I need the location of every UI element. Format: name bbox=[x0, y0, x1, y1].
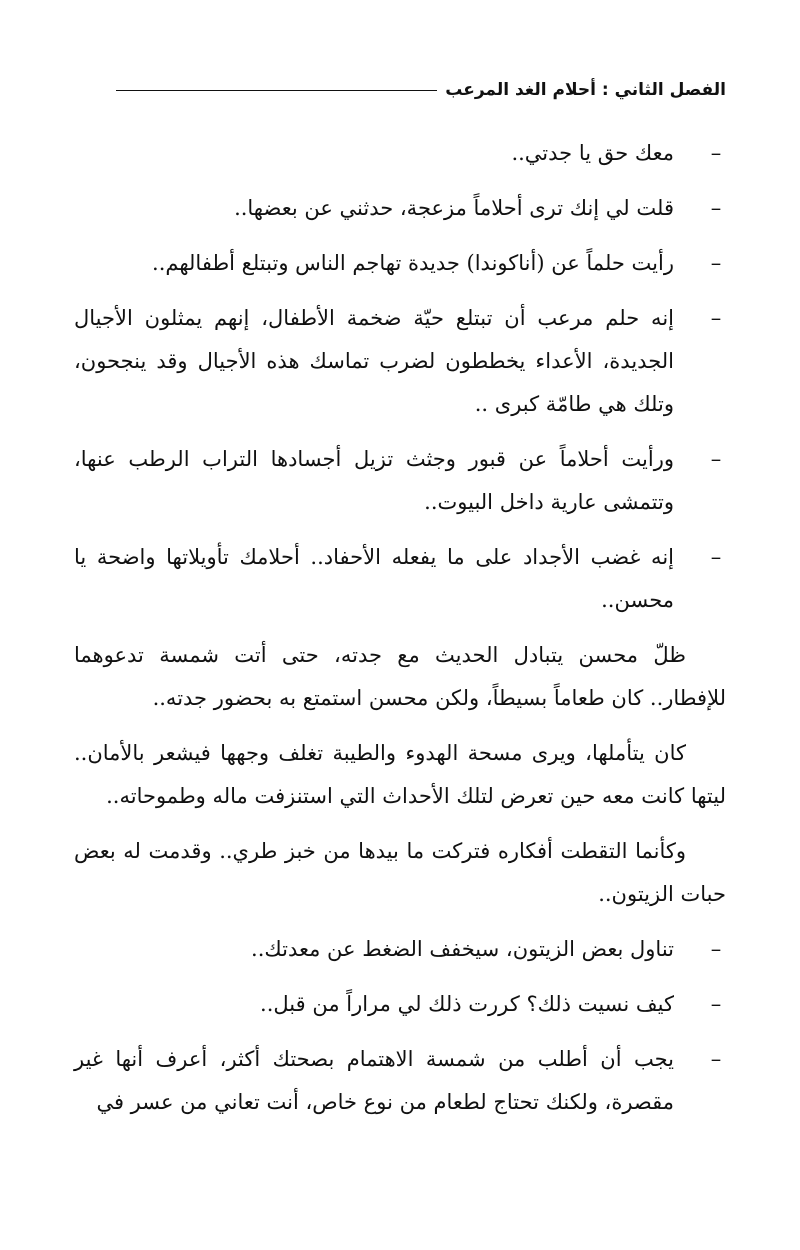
dialogue-text: معك حق يا جدتي.. bbox=[511, 141, 674, 165]
dialogue-line bbox=[74, 297, 726, 426]
dialogue-text: تناول بعض الزيتون، سيخفف الضغط عن معدتك.. bbox=[251, 937, 674, 961]
narration-paragraph: وكأنما التقطت أفكاره فتركت ما بيدها من خبز طري.. وقدمت له بعض حبات الزيتون.. bbox=[74, 839, 726, 906]
dialogue-dash: – bbox=[710, 196, 722, 220]
dialogue-dash: – bbox=[710, 937, 722, 961]
dialogue-dash: – bbox=[710, 141, 722, 165]
dialogue-text: كيف نسيت ذلك؟ كررت ذلك لي مراراً من قبل.. bbox=[260, 992, 674, 1016]
dialogue-text: رأيت حلماً عن (أناكوندا) جديدة تهاجم الناس وتبتلع أطفالهم.. bbox=[152, 251, 674, 275]
dialogue-line bbox=[74, 438, 726, 524]
dialogue-dash: – bbox=[710, 447, 722, 471]
dialogue-dash: – bbox=[710, 992, 722, 1016]
dialogue-line bbox=[74, 187, 726, 230]
dialogue-text: ورأيت أحلاماً عن قبور وجثث تزيل أجسادها التراب الرطب عنها، وتتمشى عارية داخل البيوت.. bbox=[74, 447, 674, 514]
dialogue-line bbox=[74, 536, 726, 622]
dialogue-text: إنه حلم مرعب أن تبتلع حيّة ضخمة الأطفال، إنهم يمثلون الأجيال الجديدة، الأعداء يخططون لضرب تماسك هذه الأجيال وقد ينجحون، وتلك هي طامّة كبرى .. bbox=[74, 306, 674, 416]
dialogue-line bbox=[74, 928, 726, 971]
dialogue-dash: – bbox=[710, 1047, 722, 1071]
narration-paragraph: كان يتأملها، ويرى مسحة الهدوء والطيبة تغلف وجهها فيشعر بالأمان.. ليتها كانت معه حين تعرض لتلك الأحداث التي استنزفت ماله وطموحاته.. bbox=[74, 741, 726, 808]
dialogue-dash: – bbox=[710, 251, 722, 275]
running-header bbox=[116, 80, 726, 100]
dialogue-dash: – bbox=[710, 306, 722, 330]
dialogue-text: قلت لي إنك ترى أحلاماً مزعجة، حدثني عن بعضها.. bbox=[234, 196, 674, 220]
dialogue-line bbox=[74, 132, 726, 175]
dialogue-dash: – bbox=[710, 545, 722, 569]
dialogue-text: إنه غضب الأجداد على ما يفعله الأحفاد.. أحلامك تأويلاتها واضحة يا محسن.. bbox=[74, 545, 674, 612]
chapter-title: الفصل الثاني : أحلام الغد المرعب bbox=[445, 80, 726, 100]
dialogue-text: يجب أن أطلب من شمسة الاهتمام بصحتك أكثر، أعرف أنها غير مقصرة، ولكنك تحتاج لطعام من نوع خاص، أنت تعاني من عسر في bbox=[74, 1047, 674, 1114]
page-body bbox=[74, 132, 726, 1136]
header-rule bbox=[116, 90, 437, 91]
narration-paragraph: ظلّ محسن يتبادل الحديث مع جدته، حتى أتت شمسة تدعوهما للإفطار.. كان طعاماً بسيطاً، ولكن محسن استمتع به بحضور جدته.. bbox=[74, 643, 726, 710]
dialogue-line bbox=[74, 242, 726, 285]
dialogue-line bbox=[74, 1038, 726, 1124]
dialogue-line bbox=[74, 983, 726, 1026]
